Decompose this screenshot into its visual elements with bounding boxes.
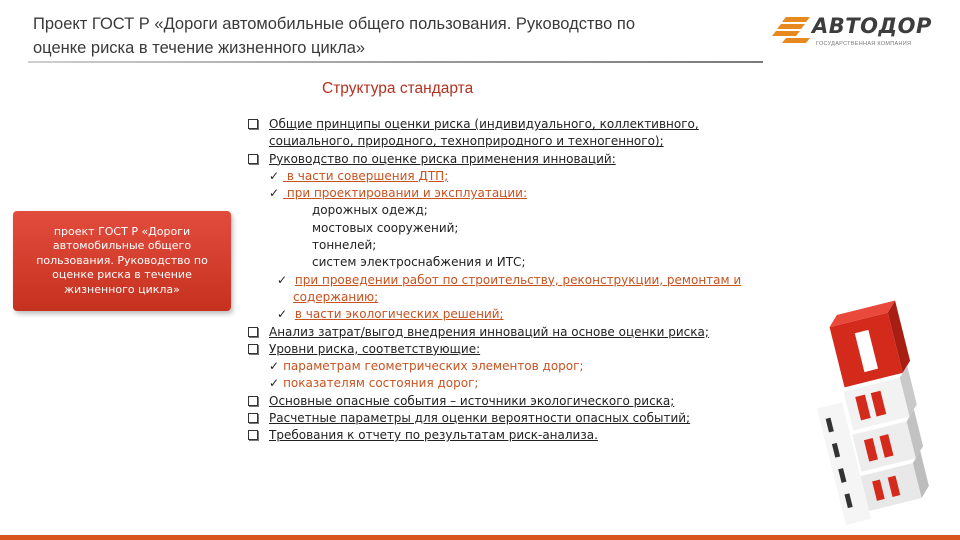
document-title-box <box>13 211 231 311</box>
sub-item-text: параметрам геометрических элементов дорог; <box>283 359 584 374</box>
sub-sub-item: систем электроснабжения и ИТС; <box>312 255 526 270</box>
logo-subtitle: ГОСУДАРСТВЕННАЯ КОМПАНИЯ <box>816 41 912 47</box>
item-text: Анализ затрат/выгод внедрения инноваций на основе оценки риска; <box>269 324 709 339</box>
title-divider <box>28 61 763 63</box>
sub-sub-item: мостовых сооружений; <box>312 220 459 235</box>
checkmark-icon: ✓ <box>269 359 280 374</box>
square-bullet-icon <box>248 119 258 129</box>
sub-item-text: при проведении работ по строительству, реконструкции, ремонтам и <box>294 272 742 287</box>
sub-item <box>244 306 789 323</box>
square-bullet-icon <box>248 344 258 354</box>
document-title-box-text: проект ГОСТ Р «Дороги автомобильные общего пользования. Руководство по оценке риска в течение жизненного цикла» <box>36 224 208 296</box>
list-item <box>244 427 789 444</box>
sub-item-text: в части экологических решений; <box>294 307 504 322</box>
item-text: Основные опасные события – источники экологического риска; <box>269 393 675 408</box>
sub-item <box>244 168 789 185</box>
checkmark-icon: ✓ <box>269 168 280 183</box>
sub-sub-item: дорожных одежд; <box>312 203 428 218</box>
logo-wordmark: АВТОДОР <box>812 14 932 38</box>
sub-item <box>244 272 789 289</box>
bottom-accent-bar <box>0 535 960 540</box>
slide-title-line-1: Проект ГОСТ Р «Дороги автомобильные общего пользования. Руководство по <box>33 15 636 33</box>
sub-item-text: содержанию; <box>293 289 379 304</box>
list-item <box>244 116 789 133</box>
sub-item <box>244 375 789 392</box>
sub-item <box>244 358 789 375</box>
square-bullet-icon <box>248 396 258 406</box>
item-text: Расчетные параметры для оценки вероятности опасных событий; <box>269 411 691 426</box>
slide-title <box>33 12 723 60</box>
square-bullet-icon <box>248 430 258 440</box>
checkmark-icon: ✓ <box>269 186 280 201</box>
sub-item-text: показателям состояния дорог; <box>283 376 479 391</box>
structure-list <box>244 116 789 445</box>
slide-title-line-2: оценке риска в течение жизненного цикла» <box>33 39 366 57</box>
square-bullet-icon <box>248 413 258 423</box>
red-white-blocks-image <box>790 300 950 530</box>
square-bullet-icon <box>248 154 258 164</box>
list-item <box>244 341 789 358</box>
avtodor-stripes-logo-icon <box>772 17 810 43</box>
sub-item-continuation <box>244 289 789 306</box>
section-heading: Структура стандарта <box>322 80 474 97</box>
checkmark-icon: ✓ <box>277 272 288 287</box>
list-item <box>244 151 789 168</box>
item-text: Руководство по оценке риска применения инноваций: <box>269 151 616 166</box>
list-item <box>244 324 789 341</box>
checkmark-icon: ✓ <box>277 307 288 322</box>
sub-sub-item: тоннелей; <box>312 238 377 253</box>
item-text: социального, природного, техноприродного и техногенного); <box>269 134 664 149</box>
square-bullet-icon <box>248 327 258 337</box>
list-item <box>244 410 789 427</box>
avtodor-logo <box>772 14 932 52</box>
item-text: Общие принципы оценки риска (индивидуального, коллективного, <box>269 117 699 131</box>
sub-item <box>244 185 789 202</box>
list-item <box>244 393 789 410</box>
sub-item-text: в части совершения ДТП; <box>283 168 449 183</box>
item-text: Требования к отчету по результатам риск-анализа. <box>269 428 598 443</box>
list-item-continuation <box>244 133 789 150</box>
checkmark-icon: ✓ <box>269 376 280 391</box>
sub-item-text: при проектировании и эксплуатации: <box>283 186 527 201</box>
item-text: Уровни риска, соответствующие: <box>269 341 481 356</box>
